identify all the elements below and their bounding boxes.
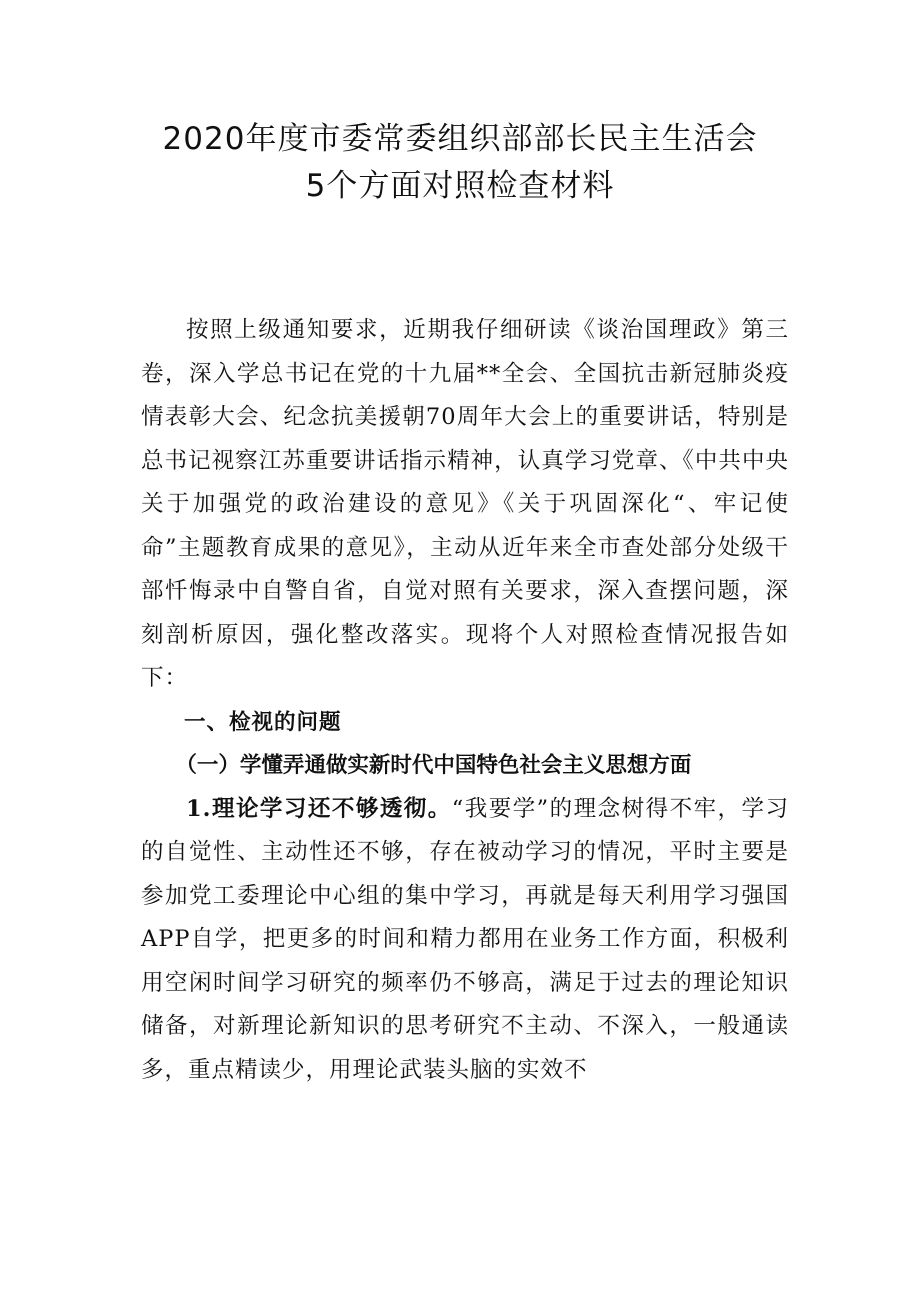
section-heading-1: 一、检视的问题 (184, 709, 342, 735)
document-body (141, 309, 789, 1092)
document-title-line-2: 5个方面对照检查材料 (305, 168, 615, 204)
document-title-line-1: 2020年度市委常委组织部部长民主生活会 (162, 121, 758, 157)
point-title-1: 1.理论学习还不够透彻。 (186, 795, 452, 822)
point-text-1: “我要学”的理念树得不牢，学习的自觉性、主动性还不够，存在被动学习的情况，平时主要是参加党工委理论中心组的集中学习，再就是每天利用学习强国APP自学，把更多的时间和精力都用在业务工作方面，积极利用空闲时间学习研究的频率仍不够高，满足于过去的理论知识储备，对新理论新知识的思考研究不主动、不深入，一般通读多，重点精读少，用理论武装头脑的实效不 (141, 795, 789, 1083)
point-paragraph-1 (141, 788, 789, 1093)
intro-paragraph: 按照上级通知要求，近期我仔细研读《谈治国理政》第三卷，深入学总书记在党的十九届**全会、全国抗击新冠肺炎疫情表彰大会、纪念抗美援朝70周年大会上的重要讲话，特别是总书记视察江苏重要讲话指示精神，认真学习党章、《中共中央关于加强党的政治建设的意见》《关于巩固深化“、牢记使命”主题教育成果的意见》，主动从近年来全市查处部分处级干部忏悔录中自警自省，自觉对照有关要求，深入查摆问题，深刻剖析原因，强化整改落实。现将个人对照检查情况报告如下： (141, 317, 789, 691)
subsection-heading-1: （一）学懂弄通做实新时代中国特色社会主义思想方面 (175, 753, 692, 778)
